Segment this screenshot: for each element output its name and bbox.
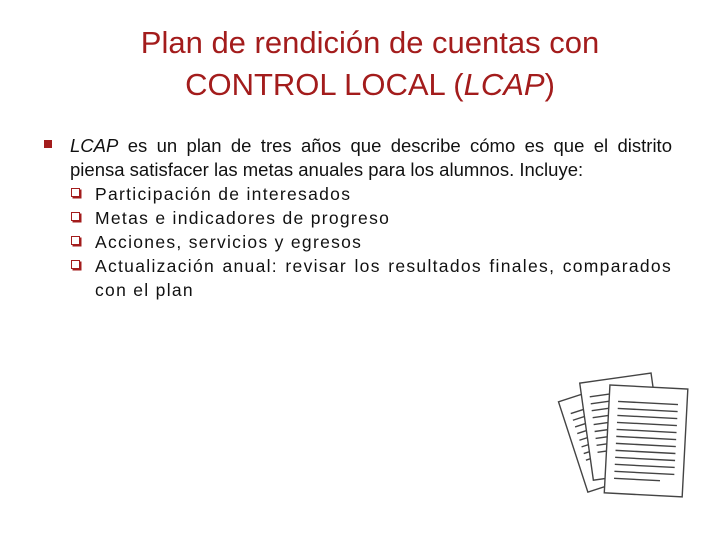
stack-of-documents-icon xyxy=(552,357,702,507)
hollow-square-bullet-icon xyxy=(71,236,80,245)
main-bullet-lead: LCAP xyxy=(70,135,119,156)
sub-bullet-text: Actualización anual: revisar los resultados finales, comparados con el plan xyxy=(95,256,672,300)
hollow-square-bullet-icon xyxy=(71,260,80,269)
content-body xyxy=(44,134,672,302)
sub-bullet-list xyxy=(44,182,672,302)
title-line-2-italic: LCAP xyxy=(463,67,545,102)
slide-title xyxy=(40,22,700,106)
title-line-2 xyxy=(40,64,700,106)
hollow-square-bullet-icon xyxy=(71,212,80,221)
title-line-2-prefix: CONTROL LOCAL ( xyxy=(185,67,464,102)
sub-bullet-text: Metas e indicadores de progreso xyxy=(95,208,391,228)
main-bullet-text xyxy=(70,134,672,182)
sub-bullet-item xyxy=(44,206,672,230)
title-line-1: Plan de rendición de cuentas con xyxy=(140,25,600,60)
sub-bullet-item xyxy=(44,230,672,254)
sub-bullet-item xyxy=(44,182,672,206)
title-line-2-suffix: ) xyxy=(544,67,555,102)
hollow-square-bullet-icon xyxy=(71,188,80,197)
sub-bullet-text: Acciones, servicios y egresos xyxy=(95,232,363,252)
square-bullet-icon xyxy=(44,140,52,148)
sub-bullet-item xyxy=(44,254,672,302)
main-bullet xyxy=(44,134,672,182)
sub-bullet-text: Participación de interesados xyxy=(95,184,352,204)
main-bullet-body: es un plan de tres años que describe cómo es que el distrito piensa satisfacer las metas anuales para los alumnos. Incluye: xyxy=(70,135,672,180)
